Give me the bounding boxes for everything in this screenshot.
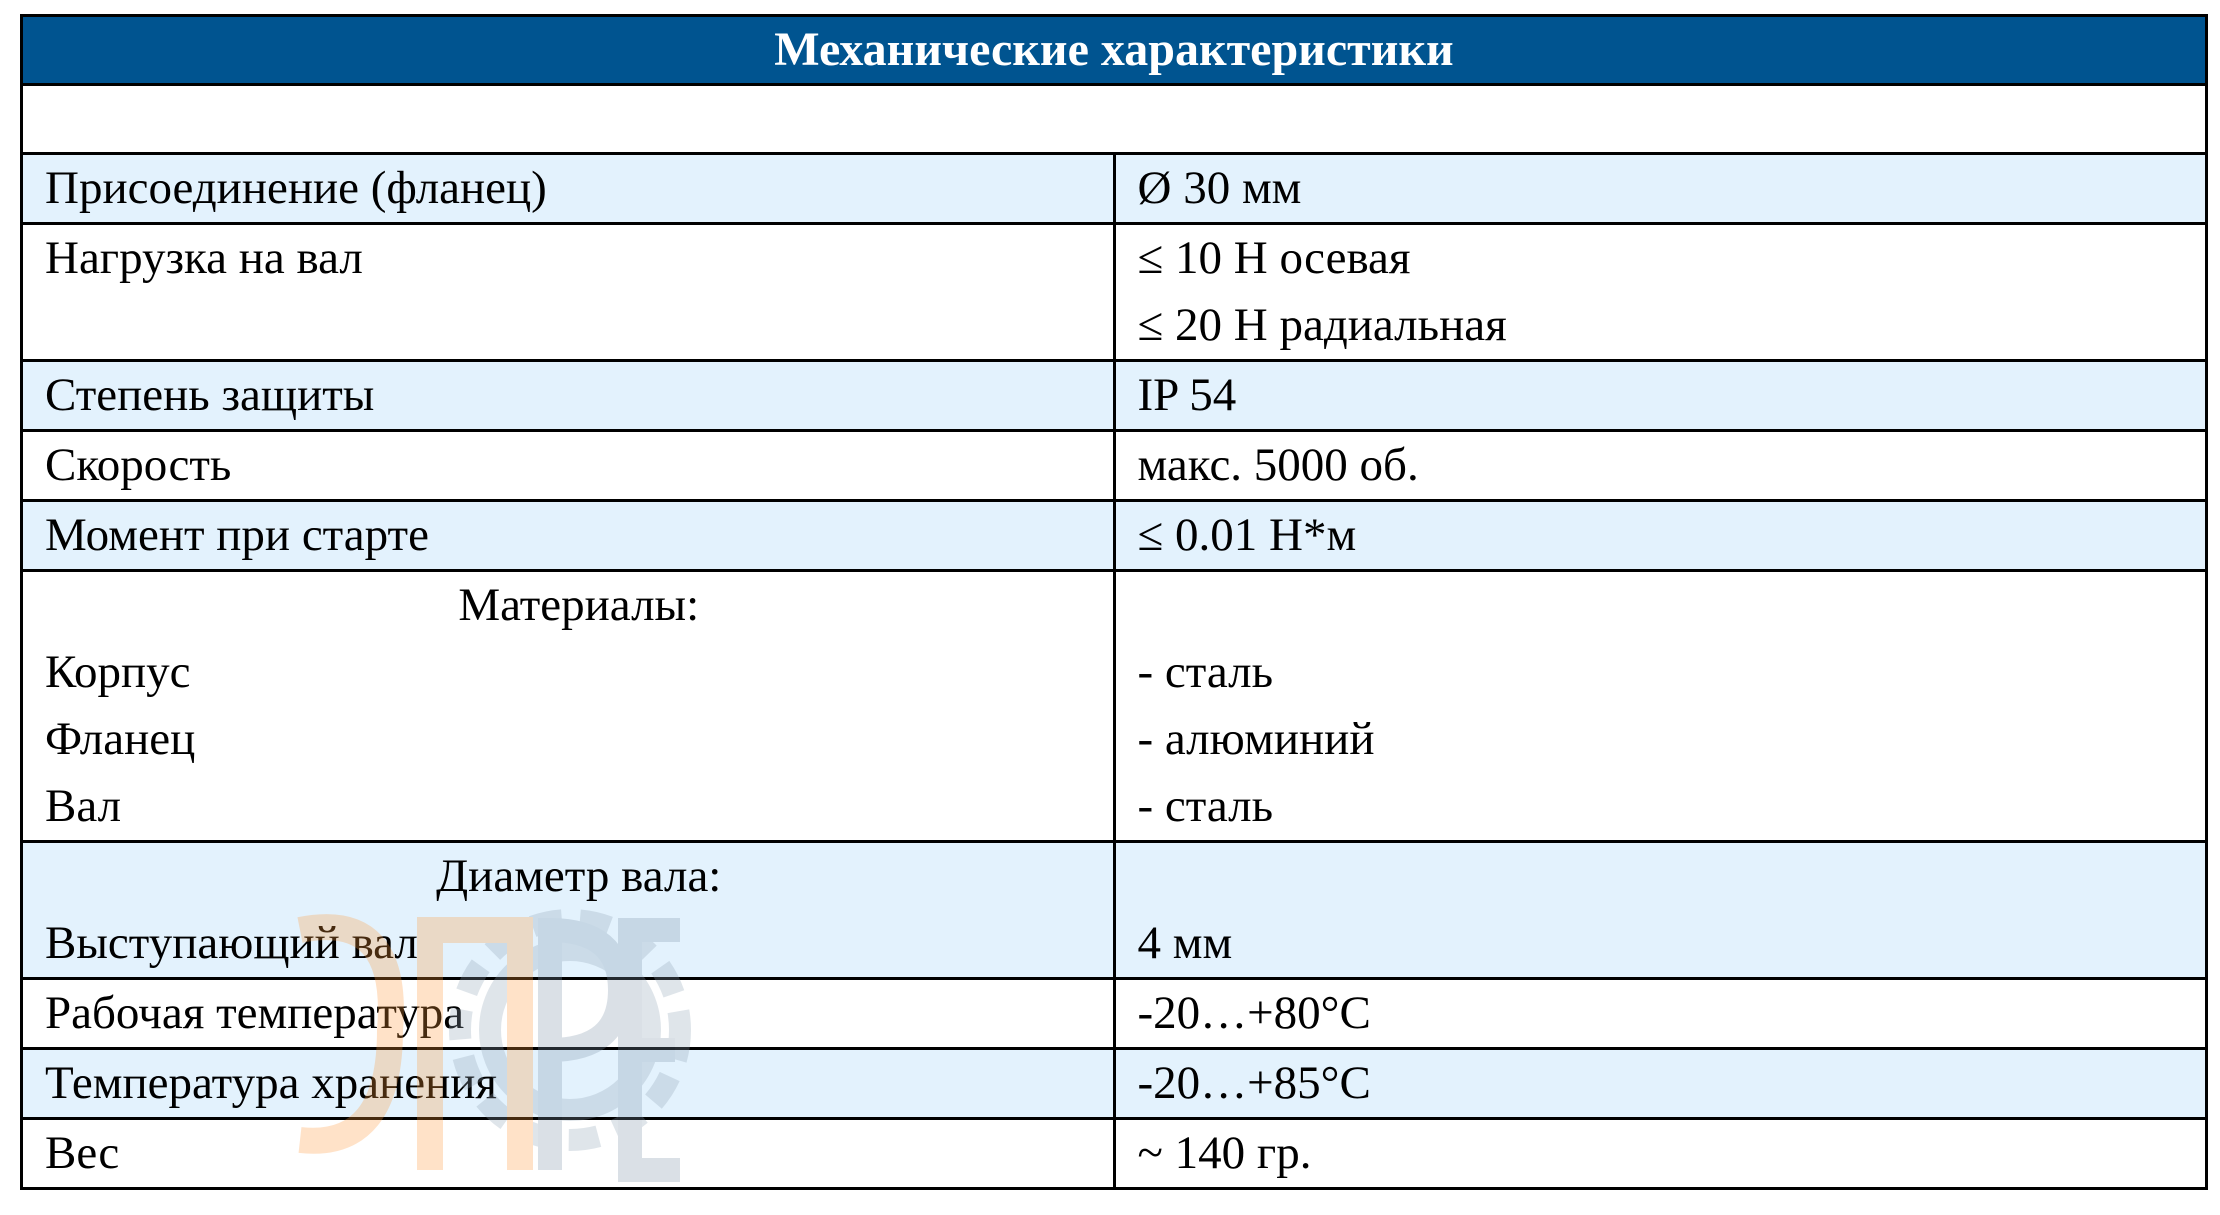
row-value: IP 54 <box>1114 361 2207 431</box>
table-row <box>22 501 2207 571</box>
materials-heading: Материалы: <box>458 579 700 631</box>
shaft-row <box>22 842 2207 979</box>
row-value: макс. 5000 об. <box>1114 431 2207 501</box>
row-label: Температура хранения <box>22 1049 1115 1119</box>
row-value <box>1114 224 2207 361</box>
row-label: Вес <box>22 1119 1115 1189</box>
material-value: - сталь <box>1137 780 1274 832</box>
empty-row <box>22 85 2207 154</box>
row-label: Рабочая температура <box>22 979 1115 1049</box>
table-title: Механические характеристики <box>22 16 2207 85</box>
specs-table <box>20 14 2208 1190</box>
materials-row <box>22 571 2207 842</box>
material-value: - сталь <box>1137 646 1274 698</box>
table-row <box>22 431 2207 501</box>
shaft-label: Выступающий вал <box>45 917 418 969</box>
row-label: Момент при старте <box>22 501 1115 571</box>
row-value: -20…+80°C <box>1114 979 2207 1049</box>
table-row <box>22 979 2207 1049</box>
row-value: Ø 30 мм <box>1114 154 2207 224</box>
row-label: Скорость <box>22 431 1115 501</box>
row-value: ~ 140 гр. <box>1114 1119 2207 1189</box>
table-row <box>22 361 2207 431</box>
row-value: ≤ 0.01 Н*м <box>1114 501 2207 571</box>
material-label: Корпус <box>45 646 191 698</box>
table-row <box>22 154 2207 224</box>
table-row <box>22 1119 2207 1189</box>
material-label: Фланец <box>45 713 196 765</box>
row-label: Присоединение (фланец) <box>22 154 1115 224</box>
shaft-value: 4 мм <box>1137 917 1233 969</box>
table-row <box>22 224 2207 361</box>
shaft-heading: Диаметр вала: <box>436 850 722 902</box>
value-line: ≤ 10 Н осевая <box>1137 232 1411 284</box>
value-line: ≤ 20 Н радиальная <box>1137 299 1507 351</box>
row-value: -20…+85°C <box>1114 1049 2207 1119</box>
material-value: - алюминий <box>1137 713 1375 765</box>
row-label: Степень защиты <box>22 361 1115 431</box>
material-label: Вал <box>45 780 122 832</box>
row-label: Нагрузка на вал <box>22 224 1115 361</box>
table-row <box>22 1049 2207 1119</box>
